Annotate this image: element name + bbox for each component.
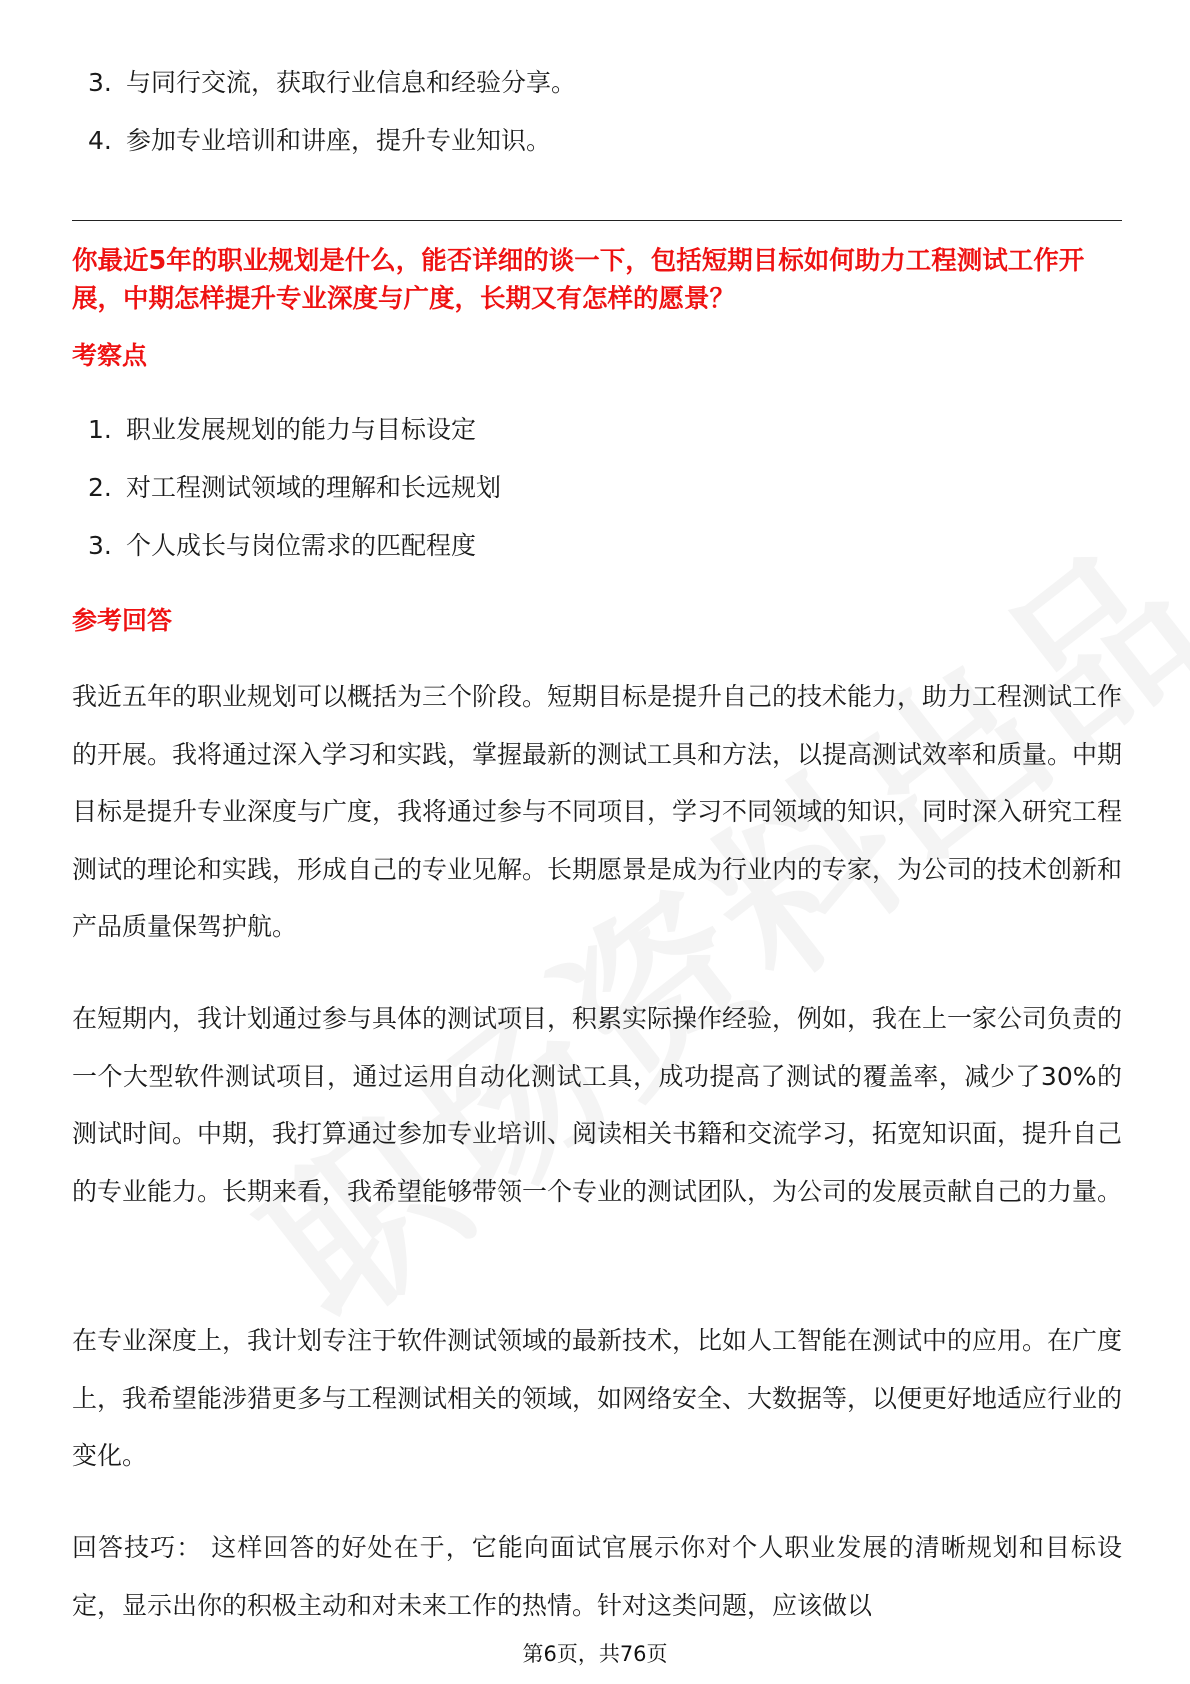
- list-item-text: 与同行交流，获取行业信息和经验分享。: [126, 68, 577, 97]
- previous-list: [72, 54, 576, 170]
- list-item: 2. 对工程测试领域的理解和长远规划: [88, 473, 502, 502]
- points-list: [72, 401, 501, 575]
- list-item-text: 职业发展规划的能力与目标设定: [126, 415, 477, 444]
- list-item: 1. 职业发展规划的能力与目标设定: [88, 415, 477, 444]
- answer-paragraph: 在短期内，我计划通过参与具体的测试项目，积累实际操作经验，例如，我在上一家公司负责的一个大型软件测试项目，通过运用自动化测试工具，成功提高了测试的覆盖率，减少了30%的测试时间。中期，我打算通过参加专业培训、阅读相关书籍和交流学习，拓宽知识面，提升自己的专业能力。长期来看，我希望能够带领一个专业的测试团队，为公司的发展贡献自己的力量。: [72, 1004, 1123, 1206]
- section-divider: [72, 220, 1122, 221]
- answer-tips-paragraph: 回答技巧： 这样回答的好处在于，它能向面试官展示你对个人职业发展的清晰规划和目标设定，显示出你的积极主动和对未来工作的热情。针对这类问题，应该做以: [72, 1533, 1122, 1620]
- list-item: 3. 个人成长与岗位需求的匹配程度: [88, 531, 477, 560]
- list-item-text: 对工程测试领域的理解和长远规划: [126, 473, 502, 502]
- points-label: 考察点: [72, 341, 148, 370]
- list-item-text: 参加专业培训和讲座，提升专业知识。: [126, 126, 552, 155]
- question-heading: 你最近5年的职业规划是什么，能否详细的谈一下，包括短期目标如何助力工程测试工作开展，中期怎样提升专业深度与广度，长期又有怎样的愿景？: [72, 246, 1085, 314]
- document-page: [72, 0, 1122, 1684]
- answer-paragraph: 在专业深度上，我计划专注于软件测试领域的最新技术，比如人工智能在测试中的应用。在广度上，我希望能涉猎更多与工程测试相关的领域，如网络安全、大数据等，以便更好地适应行业的变化。: [72, 1326, 1123, 1470]
- list-item-text: 个人成长与岗位需求的匹配程度: [126, 531, 477, 560]
- answer-label: 参考回答: [72, 606, 173, 635]
- answer-paragraph: 我近五年的职业规划可以概括为三个阶段。短期目标是提升自己的技术能力，助力工程测试工作的开展。我将通过深入学习和实践，掌握最新的测试工具和方法，以提高测试效率和质量。中期目标是提升专业深度与广度，我将通过参与不同项目，学习不同领域的知识，同时深入研究工程测试的理论和实践，形成自己的专业见解。长期愿景是成为行业内的专家，为公司的技术创新和产品质量保驾护航。: [72, 682, 1123, 941]
- list-item: 3. 与同行交流，获取行业信息和经验分享。: [88, 68, 577, 97]
- page-footer: 第6页，共76页: [522, 1642, 668, 1666]
- list-item: 4. 参加专业培训和讲座，提升专业知识。: [88, 126, 552, 155]
